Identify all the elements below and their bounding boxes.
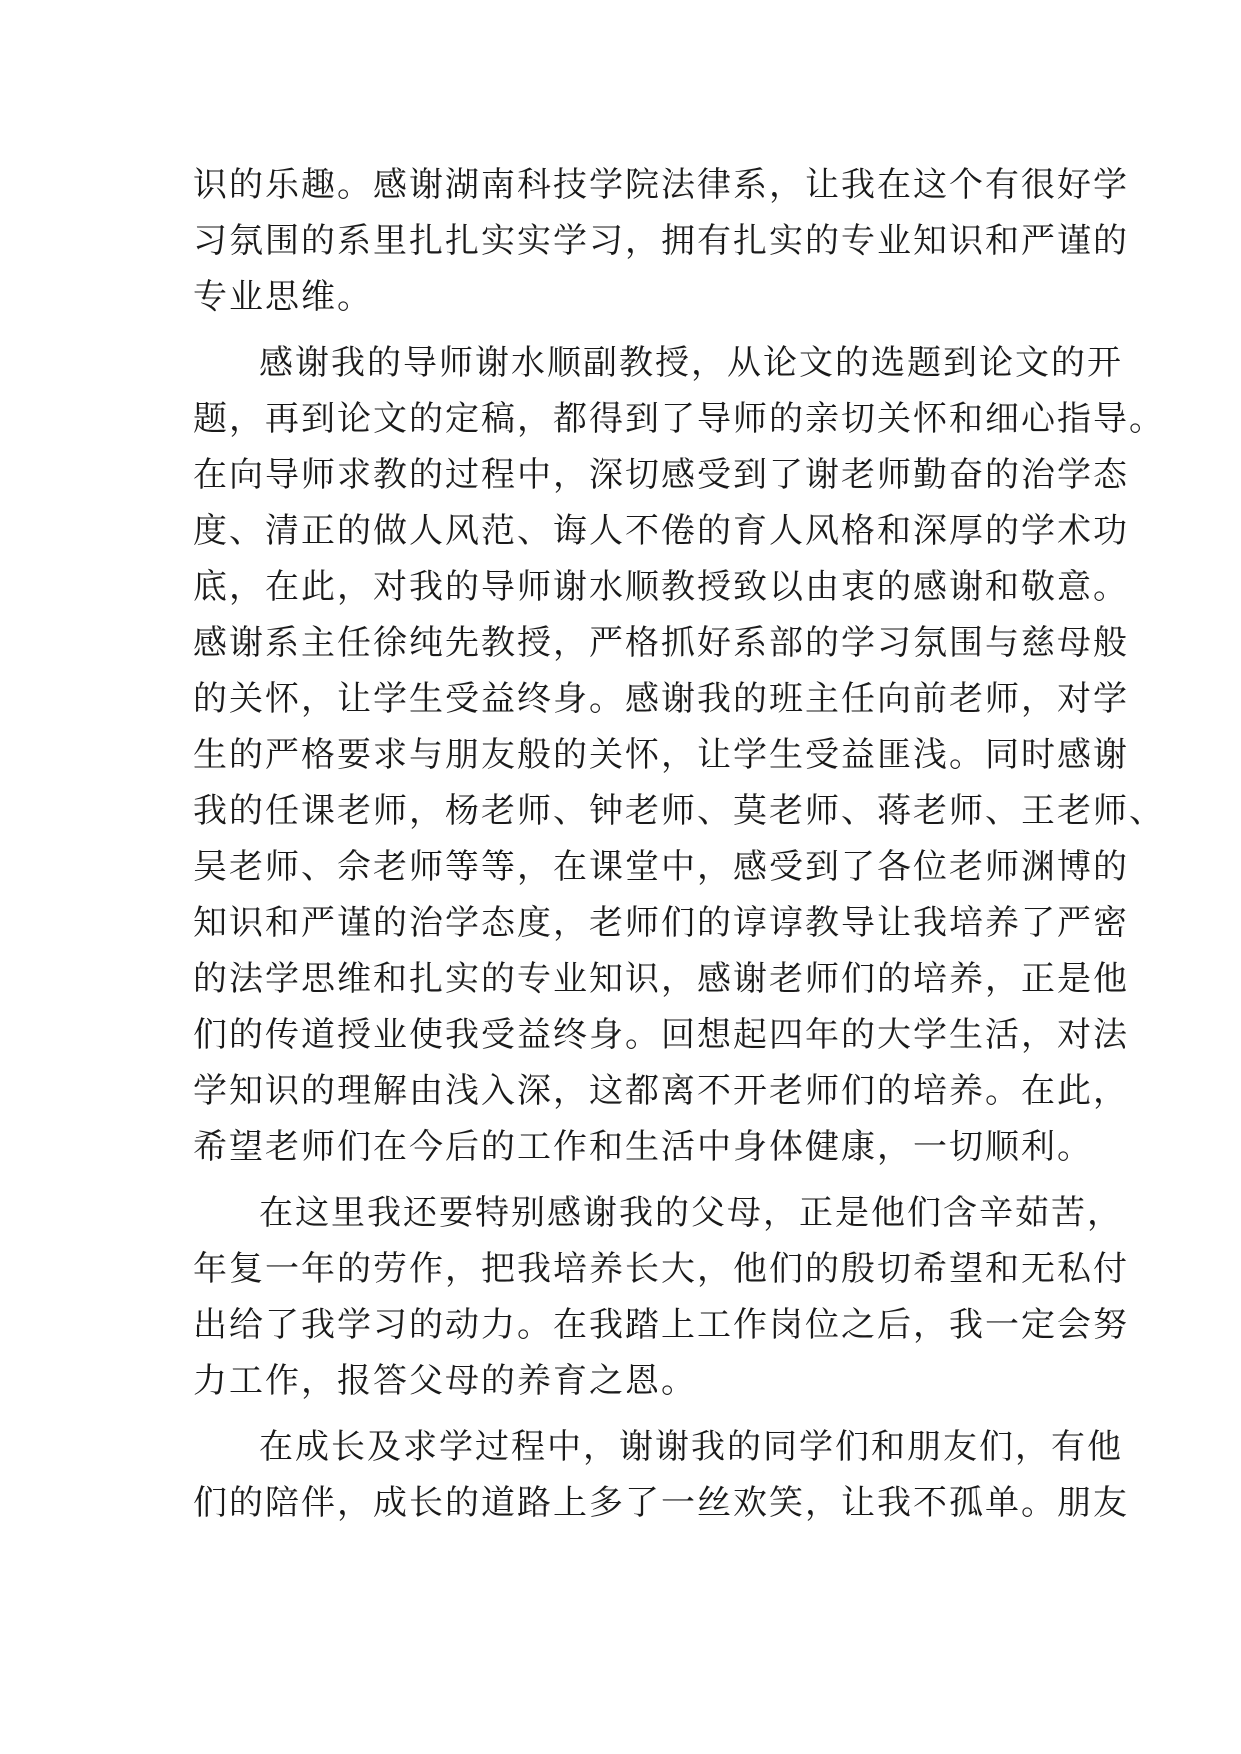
text-line: 习氛围的系里扎扎实实学习，拥有扎实的专业知识和严谨的: [193, 221, 1129, 261]
text-line: 感谢我的导师谢水顺副教授，从论文的选题到论文的开: [259, 343, 1123, 383]
text-line: 感谢系主任徐纯先教授，严格抓好系部的学习氛围与慈母般: [193, 623, 1129, 663]
text-line: 们的传道授业使我受益终身。回想起四年的大学生活，对法: [193, 1015, 1129, 1055]
text-line: 在成长及求学过程中，谢谢我的同学们和朋友们，有他: [259, 1427, 1123, 1467]
text-line: 知识和严谨的治学态度，老师们的谆谆教导让我培养了严密: [193, 903, 1129, 943]
text-line: 出给了我学习的动力。在我踏上工作岗位之后，我一定会努: [193, 1305, 1129, 1345]
text-line: 在这里我还要特别感谢我的父母，正是他们含辛茹苦，: [259, 1193, 1123, 1233]
text-line: 识的乐趣。感谢湖南科技学院法律系，让我在这个有很好学: [193, 165, 1129, 205]
text-line: 在向导师求教的过程中，深切感受到了谢老师勤奋的治学态: [193, 455, 1129, 495]
text-line: 学知识的理解由浅入深，这都离不开老师们的培养。在此，: [193, 1071, 1129, 1111]
text-line: 底，在此，对我的导师谢水顺教授致以由衷的感谢和敬意。: [193, 567, 1129, 607]
text-line: 年复一年的劳作，把我培养长大，他们的殷切希望和无私付: [193, 1249, 1129, 1289]
text-line: 力工作，报答父母的养育之恩。: [193, 1361, 697, 1401]
text-line: 专业思维。: [193, 277, 373, 317]
text-line: 生的严格要求与朋友般的关怀，让学生受益匪浅。同时感谢: [193, 735, 1129, 775]
text-line: 我的任课老师，杨老师、钟老师、莫老师、蒋老师、王老师、: [193, 791, 1165, 831]
text-line: 吴老师、佘老师等等，在课堂中，感受到了各位老师渊博的: [193, 847, 1129, 887]
text-line: 度、清正的做人风范、诲人不倦的育人风格和深厚的学术功: [193, 511, 1129, 551]
text-line: 的关怀，让学生受益终身。感谢我的班主任向前老师，对学: [193, 679, 1129, 719]
text-line: 希望老师们在今后的工作和生活中身体健康，一切顺利。: [193, 1127, 1093, 1167]
text-line: 的法学思维和扎实的专业知识，感谢老师们的培养，正是他: [193, 959, 1129, 999]
text-line: 题，再到论文的定稿，都得到了导师的亲切关怀和细心指导。: [193, 399, 1165, 439]
text-line: 们的陪伴，成长的道路上多了一丝欢笑，让我不孤单。朋友: [193, 1483, 1129, 1523]
